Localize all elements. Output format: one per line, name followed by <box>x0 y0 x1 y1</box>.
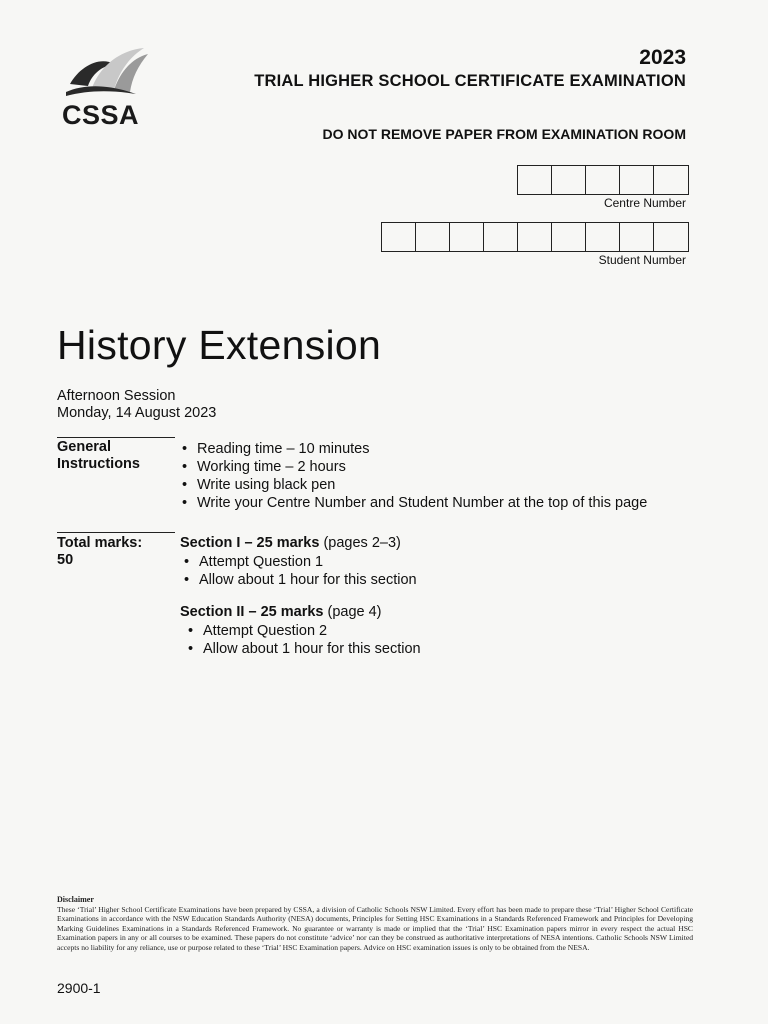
list-item: • Allow about 1 hour for this section <box>182 571 417 589</box>
list-item: • Working time – 2 hours <box>180 458 647 476</box>
section-title: Section I – 25 marks <box>180 535 320 551</box>
disclaimer-text: These ‘Trial’ Higher School Certificate Examinations have been prepared by CSSA, a division of Catholic Schools NSW Limited. Every effort has been made to prepare these ‘Trial’ Higher School Certificate Examinations in accordance with the NSW Education Standards Authority (NESA) documents, Principles for Setting HSC Examinations in a Standards Referenced Framework and Principles for Developing Marking Guidelines Examinations in a Standards Referenced Framework. No guarantee or warranty is made or implied that the ‘Trial’ HSC Examination papers mirror in every respect the actual HSC Examination papers in any or all courses to be examined. These papers do not constitute ‘advice’ nor can they be construed as authoritative interpretations of NESA intentions. Catholic Schools NSW Limited accepts no liability for any reliance, use or purpose related to these ‘Trial’ HSC Examination papers. Advice on HSC examination issues is only to be obtained from the NESA. <box>57 904 693 952</box>
centre-number-digit-box[interactable] <box>620 166 654 194</box>
divider <box>57 532 175 533</box>
student-number-digit-box[interactable] <box>518 223 552 251</box>
student-number-digit-box[interactable] <box>484 223 518 251</box>
student-number-digit-box[interactable] <box>382 223 416 251</box>
disclaimer <box>57 895 693 953</box>
list-item: • Allow about 1 hour for this section <box>186 640 421 658</box>
student-number-digit-box[interactable] <box>416 223 450 251</box>
exam-year: 2023 <box>639 46 686 69</box>
total-marks-value: 50 <box>57 552 74 568</box>
centre-number-digit-box[interactable] <box>552 166 586 194</box>
student-number-digit-box[interactable] <box>620 223 654 251</box>
student-number-digit-box[interactable] <box>586 223 620 251</box>
list-item: • Reading time – 10 minutes <box>180 440 647 458</box>
section-1-heading <box>180 535 401 551</box>
student-number-boxes[interactable] <box>381 222 689 252</box>
cssa-logo <box>62 44 152 134</box>
student-number-digit-box[interactable] <box>450 223 484 251</box>
general-instructions-label <box>57 439 140 473</box>
paper-code: 2900-1 <box>57 980 101 996</box>
general-instructions-list <box>180 440 647 512</box>
session-name: Afternoon Session <box>57 388 176 404</box>
session-date: Monday, 14 August 2023 <box>57 405 217 421</box>
centre-number-label: Centre Number <box>603 196 686 210</box>
section-pages: (pages 2–3) <box>323 535 401 551</box>
total-marks-label <box>57 535 142 569</box>
section-1-list <box>182 553 417 589</box>
centre-number-boxes[interactable] <box>517 165 689 195</box>
exam-title: TRIAL HIGHER SCHOOL CERTIFICATE EXAMINATION <box>254 72 686 90</box>
centre-number-digit-box[interactable] <box>518 166 552 194</box>
list-item: • Attempt Question 1 <box>182 553 417 571</box>
student-number-label: Student Number <box>598 253 686 267</box>
total-marks-caption: Total marks: <box>57 535 143 551</box>
section-title: Section II – 25 marks <box>180 604 324 620</box>
logo-text: CSSA <box>62 100 140 130</box>
session-info <box>57 388 216 422</box>
disclaimer-title: Disclaimer <box>57 895 94 904</box>
label-line: General <box>57 439 111 455</box>
student-number-digit-box[interactable] <box>654 223 688 251</box>
list-item: • Write using black pen <box>180 476 647 494</box>
subject-title: History Extension <box>57 322 382 368</box>
divider <box>57 437 175 438</box>
exam-room-notice: DO NOT REMOVE PAPER FROM EXAMINATION ROOM <box>322 126 686 142</box>
section-pages: (page 4) <box>327 604 382 620</box>
centre-number-digit-box[interactable] <box>586 166 620 194</box>
cssa-swoosh-logo-icon <box>62 44 152 104</box>
section-2-heading <box>180 604 382 620</box>
list-item: • Attempt Question 2 <box>186 622 421 640</box>
centre-number-digit-box[interactable] <box>654 166 688 194</box>
list-item: • Write your Centre Number and Student Number at the top of this page <box>180 494 647 512</box>
label-line: Instructions <box>57 456 140 472</box>
student-number-digit-box[interactable] <box>552 223 586 251</box>
section-2-list <box>186 622 421 658</box>
